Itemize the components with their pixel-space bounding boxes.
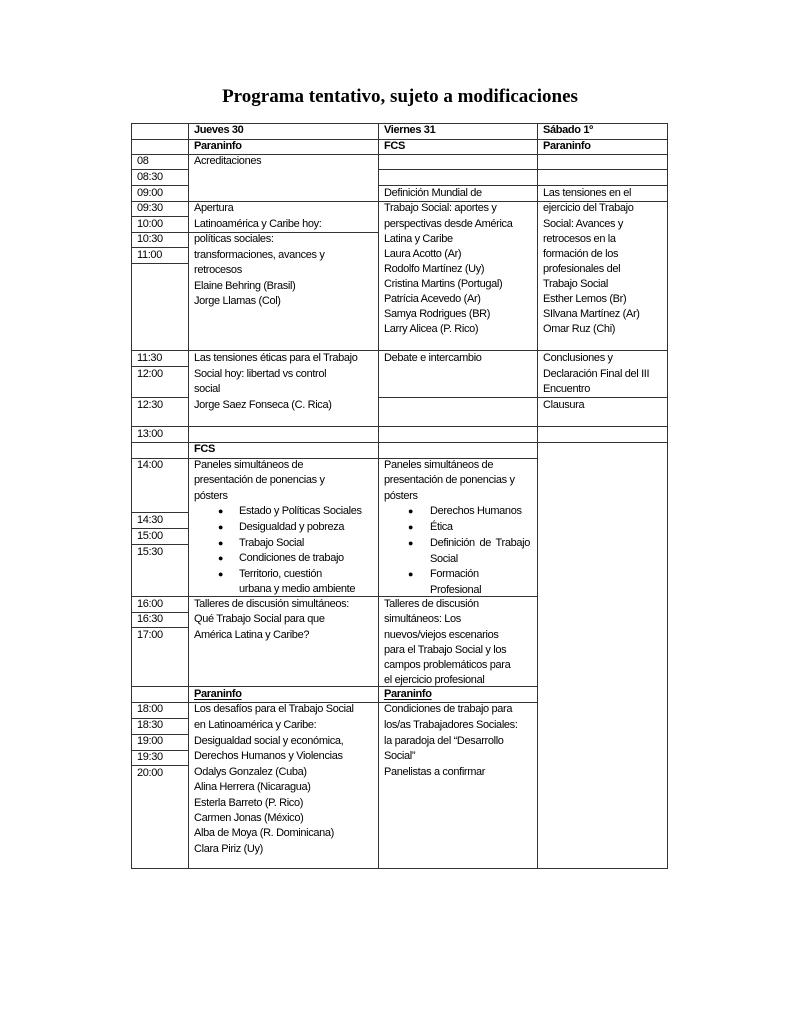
bullet-icon: ● xyxy=(408,569,414,579)
time-slot: 11:30 xyxy=(137,352,162,364)
time-slot: 19:00 xyxy=(137,735,163,747)
time-slot: 14:00 xyxy=(137,459,163,471)
row-divider xyxy=(131,426,668,427)
column-divider xyxy=(537,123,538,869)
time-slot: 17:00 xyxy=(137,629,163,641)
time-slot: 20:00 xyxy=(137,767,163,779)
time-slot: 13:00 xyxy=(137,428,163,440)
table-border-left xyxy=(131,123,132,869)
column-divider xyxy=(378,123,379,869)
bullet-icon: ● xyxy=(408,506,414,516)
sabado-clausura: Clausura xyxy=(543,399,585,411)
time-slot: 15:30 xyxy=(137,546,163,558)
header-sabado: Sábado 1º xyxy=(543,124,593,136)
venue-viernes-evening: Paraninfo xyxy=(384,688,432,700)
time-slot: 08 xyxy=(137,155,149,167)
bullet-icon: ● xyxy=(218,553,224,563)
venue-jueves-afternoon: FCS xyxy=(194,443,215,455)
time-slot: 15:00 xyxy=(137,530,163,542)
time-slot: 14:30 xyxy=(137,514,163,526)
header-jueves: Jueves 30 xyxy=(194,124,244,136)
jueves-apertura: Apertura xyxy=(194,202,234,214)
bullet-icon: ● xyxy=(218,522,224,532)
time-slot: 09:30 xyxy=(137,202,163,214)
row-divider xyxy=(378,397,668,398)
time-slot: 16:30 xyxy=(137,613,163,625)
venue-jueves-evening: Paraninfo xyxy=(194,688,242,700)
time-slot: 12:00 xyxy=(137,368,163,380)
time-slot: 18:00 xyxy=(137,703,163,715)
bullet-icon: ● xyxy=(408,538,414,548)
column-divider xyxy=(188,123,189,869)
venue-jueves: Paraninfo xyxy=(194,140,242,152)
bullet-icon: ● xyxy=(218,569,224,579)
table-border-right xyxy=(667,123,668,869)
time-slot: 12:30 xyxy=(137,399,163,411)
time-slot: 16:00 xyxy=(137,598,163,610)
bullet-icon: ● xyxy=(218,538,224,548)
venue-viernes: FCS xyxy=(384,140,405,152)
viernes-debate: Debate e intercambio xyxy=(384,352,482,364)
time-slot: 09:00 xyxy=(137,187,163,199)
time-slot: 18:30 xyxy=(137,719,163,731)
table-border-bottom xyxy=(131,868,668,869)
venue-sabado: Paraninfo xyxy=(543,140,591,152)
time-slot: 19:30 xyxy=(137,751,163,763)
time-slot: 10:00 xyxy=(137,218,163,230)
time-slot: 10:30 xyxy=(137,233,163,245)
page-title: Programa tentativo, sujeto a modificaciones xyxy=(222,86,578,107)
header-viernes: Viernes 31 xyxy=(384,124,436,136)
jueves-acreditaciones: Acreditaciones xyxy=(194,155,262,167)
bullet-icon: ● xyxy=(218,506,224,516)
row-divider xyxy=(378,169,668,170)
bullet-icon: ● xyxy=(408,522,414,532)
time-slot: 11:00 xyxy=(137,249,162,261)
time-slot: 08:30 xyxy=(137,171,163,183)
